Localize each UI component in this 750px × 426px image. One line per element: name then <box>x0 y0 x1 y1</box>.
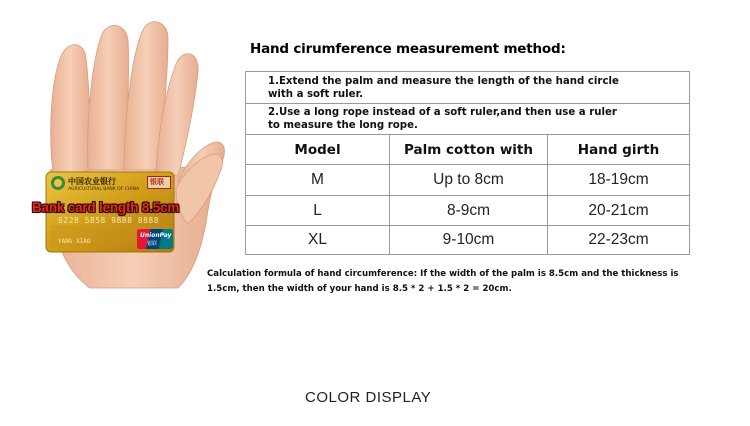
card-holder-name: YANG XIAO <box>58 238 91 245</box>
header-palm-cotton-with: Palm cotton with <box>389 135 547 164</box>
cell-palm-width: Up to 8cm <box>389 165 547 195</box>
bank-card-length-label: Bank card length 8.5cm <box>32 200 180 215</box>
cell-hand-girth: 22-23cm <box>547 226 689 254</box>
page-title: Hand cirumference measurement method: <box>250 41 566 57</box>
hand-with-bank-card-image <box>28 20 228 292</box>
table-row <box>246 165 689 196</box>
size-table <box>245 71 690 255</box>
unionpay-logo-icon: UnionPay 银联 <box>137 229 173 249</box>
cell-palm-width: 8-9cm <box>389 196 547 225</box>
table-row <box>246 196 689 226</box>
header-model: Model <box>294 141 341 158</box>
instruction-row <box>246 104 689 135</box>
cell-model: L <box>313 201 322 219</box>
header-hand-girth: Hand girth <box>547 135 689 164</box>
card-network-badge: 银联 <box>147 176 171 189</box>
calculation-formula: Calculation formula of hand circumference: If the width of the palm is 8.5cm and the thickness is 1.5cm, then the width of your hand is 8.5 * 2 + 1.5 * 2 = 20cm. <box>207 269 679 294</box>
instruction-1: 1.Extend the palm and measure the length of the hand circle with a soft ruler. <box>268 76 619 100</box>
instruction-2: 2.Use a long rope instead of a soft ruler,and then use a ruler to measure the long rope. <box>268 107 617 131</box>
card-bank-name-cn: 中国农业银行 <box>68 177 116 186</box>
cell-model: XL <box>308 231 327 248</box>
cell-palm-width: 9-10cm <box>389 226 547 254</box>
instruction-row <box>246 72 689 104</box>
cell-model: M <box>311 171 324 188</box>
cell-hand-girth: 18-19cm <box>547 165 689 195</box>
table-header-row <box>246 135 689 165</box>
card-number: 6228 5858 9888 8888 <box>58 216 160 225</box>
color-display-heading: COLOR DISPLAY <box>305 389 432 406</box>
cell-hand-girth: 20-21cm <box>547 196 689 225</box>
table-row <box>246 226 689 254</box>
card-bank-name-en: AGRICULTURAL BANK OF CHINA <box>68 187 140 192</box>
